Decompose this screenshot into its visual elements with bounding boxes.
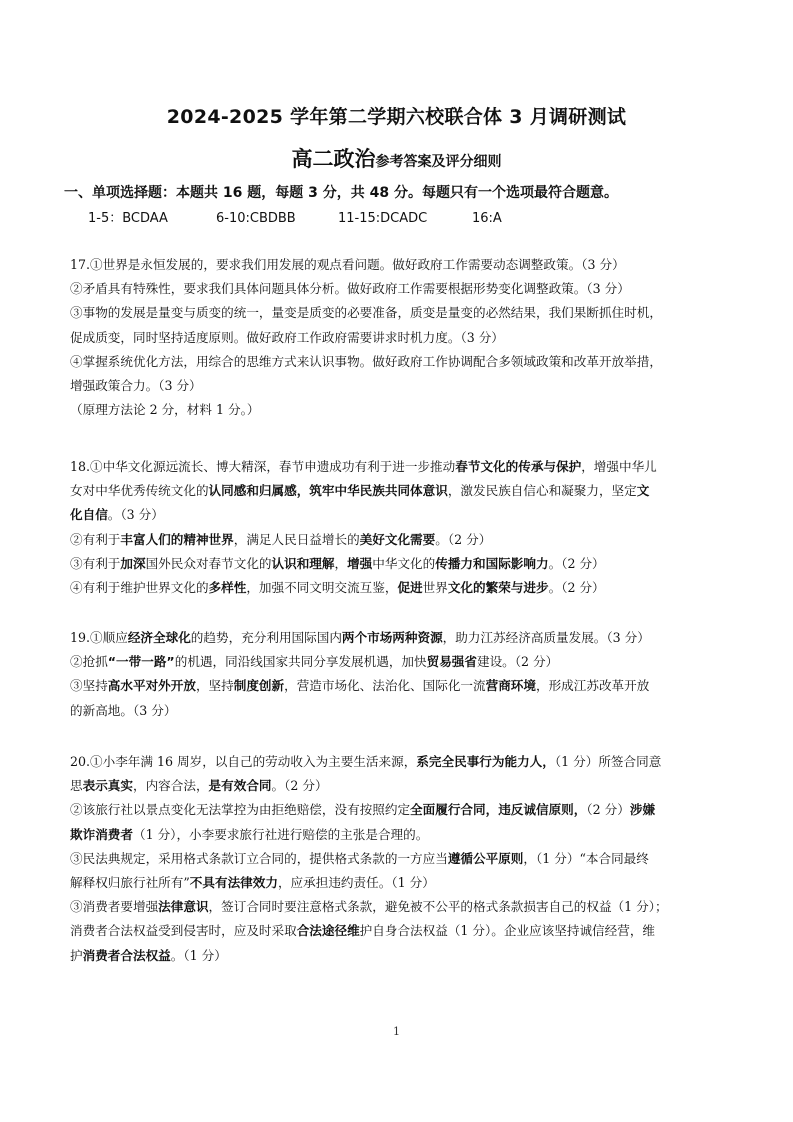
answer-line: 促成质变，同时坚持适度原则。做好政府工作政府需要讲求时机力度。（3 分） (70, 329, 504, 345)
key-point: 丰富人们的精神世界 (120, 531, 234, 547)
key-point: 春节文化的传承与保护 (455, 459, 582, 474)
text-run: （1 分）所签合同意 (554, 754, 662, 769)
key-point: 化自信 (70, 507, 108, 523)
text-run: ，签订合同时要注意格式条款，避免被不公平的格式条款损害自己的权益（1 分）； (208, 899, 668, 915)
answer-line (70, 823, 730, 847)
key-point: “一带一路” (107, 654, 175, 670)
answer-line (70, 576, 730, 600)
key-point: 营商环境 (485, 678, 536, 694)
key-point: 是有效合同 (208, 778, 272, 794)
answer-line: ③事物的发展是量变与质变的统一，量变是质变的必要准备，质变是量变的必然结果，我们果断抓住时机， (70, 305, 662, 321)
answer-group: 11-15:DCADC (338, 211, 428, 226)
answer-line (70, 944, 730, 968)
key-point: 经济全球化 (127, 630, 191, 645)
key-point: 多样性 (208, 580, 247, 596)
answer-line (70, 871, 730, 895)
answer-line (70, 650, 730, 674)
text-run: ，内容合法， (132, 778, 209, 794)
subtitle-sub: 参考答案及评分细则 (375, 154, 502, 170)
text-run: ，形成江苏改革开放 (535, 678, 650, 694)
key-point: 高水平对外开放 (107, 678, 196, 694)
text-run: ③有利于 (70, 555, 121, 571)
key-point: 文 (636, 483, 650, 499)
answer-line: （原理方法论 2 分，材料 1 分。） (70, 402, 260, 418)
text-run: 。（3 分） (107, 507, 164, 523)
text-run: ，（1 分）“本合同最终 (523, 850, 649, 866)
section-heading-multiple-choice: 一、单项选择题：本题共 16 题，每题 3 分，共 48 分。每题只有一个选项最符合题意。 (64, 185, 618, 201)
text-run: ③消费者要增强 (70, 899, 159, 915)
text-run: （2 分） (586, 802, 630, 818)
answer-line (70, 528, 730, 552)
answer-group: 1-5：BCDAA (88, 211, 168, 226)
text-run: 女对中华优秀传统文化的 (70, 483, 209, 499)
text-run: 18.①中华文化源远流长、博大精深，春节申遗成功有利于进一步推动 (70, 459, 456, 474)
text-run: ，增强中华儿 (581, 459, 657, 474)
answer-line (70, 674, 730, 698)
text-run: 。（2 分） (548, 555, 605, 571)
question-19 (70, 626, 730, 723)
text-run: 思 (70, 778, 83, 794)
text-run: ，满足人民日益增长的 (233, 531, 360, 547)
text-run: 护 (70, 947, 83, 963)
answer-line (70, 750, 730, 774)
key-point: 传播力和国际影响力 (435, 555, 549, 571)
text-run: ②抢抓 (70, 654, 108, 670)
question-17 (70, 253, 730, 422)
answer-line (70, 919, 730, 943)
answer-line (70, 479, 730, 503)
text-run: ， (334, 555, 348, 571)
key-point: 增强 (347, 555, 373, 571)
answer-line (70, 774, 730, 798)
answer-line: 的新高地。（3 分） (70, 702, 177, 718)
key-point: ， (296, 483, 310, 499)
answer-group: 16:A (472, 211, 502, 226)
key-point: 涉嫌 (629, 802, 656, 818)
text-run: ③坚持 (70, 678, 108, 694)
key-point: 筑牢中华民族共同体意识 (309, 483, 448, 499)
text-run: 19.①顺应 (70, 630, 128, 645)
key-point: 制度创新 (233, 678, 285, 694)
question-18 (70, 455, 730, 600)
text-run: 的机遇，同沿线国家共同分享发展机遇，加快 (174, 654, 427, 670)
key-point: 欺诈消费者 (70, 826, 133, 842)
text-run: 中华文化的 (372, 555, 436, 571)
text-run: 。（2 分） (435, 531, 492, 547)
page-number: 1 (393, 1025, 400, 1038)
text-run: ②该旅行社以景点变化无法掌控为由拒绝赔偿，没有按照约定 (70, 802, 411, 818)
key-point: 不具有法律效力 (189, 875, 278, 891)
text-run: ③民法典规定，采用格式条款订立合同的，提供格式条款的一方应当 (70, 850, 448, 866)
answer-line (70, 503, 730, 527)
answer-line: ④掌握系统优化方法，用综合的思维方式来认识事物。做好政府工作协调配合多领域政策和改革开放举措， (70, 353, 662, 369)
text-run: 建设。（2 分） (476, 654, 559, 670)
text-run: 。（2 分） (548, 580, 605, 596)
text-run: 消费者合法权益受到侵害时，应及时采取 (70, 923, 297, 939)
answer-line: ②矛盾具有特殊性，要求我们具体问题具体分析。做好政府工作需要根据形势变化调整政策。（3 分） (70, 281, 630, 297)
answer-line: 17.①世界是永恒发展的，要求我们用发展的观点看问题。做好政府工作需要动态调整政策。（3 分） (70, 257, 625, 272)
text-run: 。（2 分） (271, 778, 328, 794)
answer-line (70, 847, 730, 871)
answer-line (70, 798, 730, 822)
answer-line (70, 895, 730, 919)
text-run: ④有利于维护世界文化的 (70, 580, 209, 596)
answer-line (70, 552, 730, 576)
key-point: 加深 (120, 555, 146, 571)
text-run: 护自身合法权益（1 分）。企业应该坚持诚信经营，维 (359, 923, 656, 939)
key-point: 系完全民事行为能力人， (416, 754, 555, 769)
text-run: 20.①小李年满 16 周岁，以自己的劳动收入为主要生活来源， (70, 754, 417, 769)
key-point: 促进 (397, 580, 423, 596)
text-run: ，营造市场化、法治化、国际化一流 (284, 678, 486, 694)
key-point: 遵循公平原则 (447, 850, 524, 866)
text-run: ，应承担违约责任。（1 分） (277, 875, 435, 891)
text-run: ②有利于 (70, 531, 121, 547)
subtitle-main: 高二政治 (291, 147, 376, 171)
key-point: 美好文化需要 (359, 531, 436, 547)
page-title: 2024-2025 学年第二学期六校联合体 3 月调研测试 (166, 106, 627, 128)
text-run: ，激发民族自信心和凝聚力，坚定 (447, 483, 637, 499)
key-point: 文化的繁荣与进步 (447, 580, 549, 596)
page-subtitle (0, 143, 793, 173)
text-run: 解释权归旅行社所有” (70, 875, 190, 891)
text-run: 国外民众对春节文化的 (145, 555, 272, 571)
key-point: 法律意识 (158, 899, 209, 915)
text-run: ，坚持 (195, 678, 234, 694)
key-point: 认同感和归属感 (208, 483, 297, 499)
answer-group: 6-10:CBDBB (216, 211, 296, 226)
key-point: 两个市场两种资源 (341, 630, 443, 645)
text-run: 。（1 分） (170, 947, 227, 963)
text-run: ，助力江苏经济高质量发展。（3 分） (442, 630, 650, 645)
answer-key (88, 207, 502, 226)
answer-line: 增强政策合力。（3 分） (70, 378, 202, 394)
text-run: ，加强不同文明交流互鉴， (246, 580, 398, 596)
text-run: 的趋势，充分利用国际国内 (190, 630, 342, 645)
answer-line (70, 455, 730, 479)
text-run: （1 分），小李要求旅行社进行赔偿的主张是合理的。 (132, 826, 429, 842)
key-point: 表示真实 (82, 778, 133, 794)
question-20 (70, 750, 730, 968)
answer-line (70, 626, 730, 650)
key-point: 全面履行合同，违反诚信原则， (410, 802, 587, 818)
text-run: 世界 (422, 580, 448, 596)
key-point: 合法途径维 (296, 923, 360, 939)
key-point: 认识和理解 (271, 555, 335, 571)
key-point: 贸易强省 (426, 654, 477, 670)
key-point: 消费者合法权益 (82, 947, 171, 963)
